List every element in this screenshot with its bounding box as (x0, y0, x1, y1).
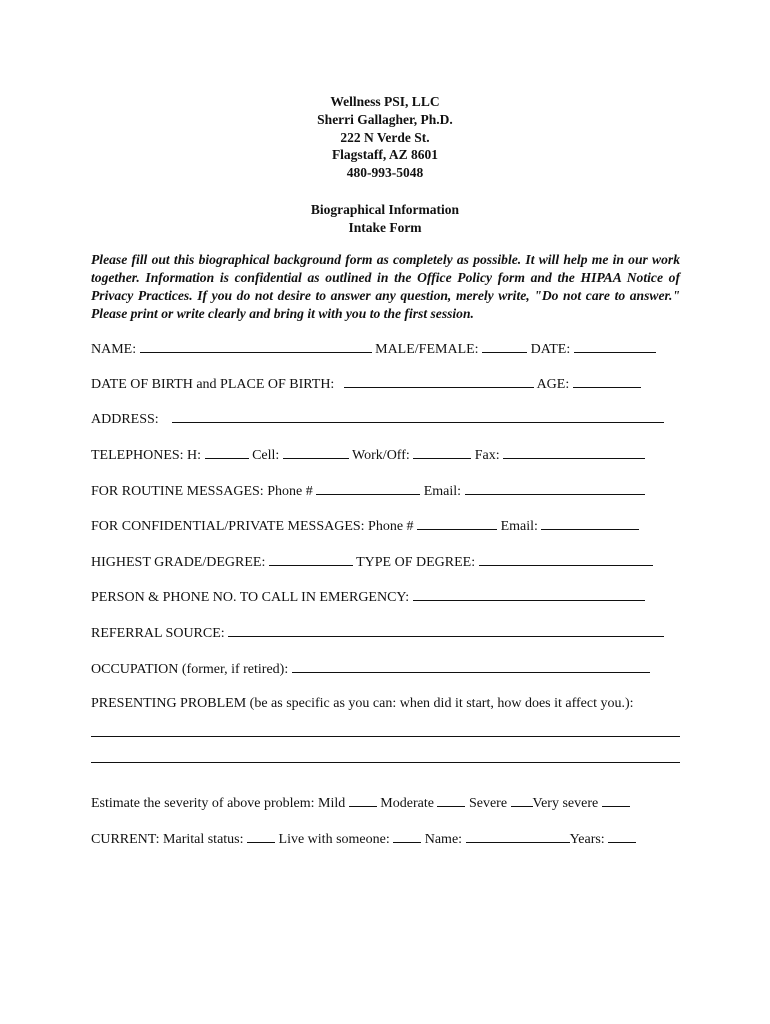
age-field[interactable] (573, 374, 641, 388)
routine-email-label: Email: (423, 484, 462, 499)
street-address: 222 N Verde St. (340, 129, 430, 145)
instructions-paragraph: Please fill out this biographical background form as completely as possible. It will help me in our work together. Information is confidential as outlined in the Office Policy form and the HIPAA Notice of Privacy Practices. If you do not desire to answer any question, merely write, "Do not care to answer." Please print or write clearly and bring it with you to the first session. (91, 252, 680, 321)
emergency-field[interactable] (413, 587, 645, 601)
presenting-problem-line-2[interactable] (91, 762, 680, 763)
live-with-label: Live with someone: (278, 832, 390, 847)
grade-field[interactable] (269, 552, 353, 566)
severity-moderate-label: Moderate (380, 796, 434, 811)
home-phone-label: TELEPHONES: H: (91, 448, 202, 463)
address-row (91, 409, 664, 429)
referral-field[interactable] (228, 623, 664, 637)
severity-severe-label: Severe (468, 796, 508, 811)
severity-mild-field[interactable] (349, 793, 377, 807)
name-field[interactable] (140, 339, 372, 353)
date-label: DATE: (530, 342, 571, 357)
presenting-problem-line-1[interactable] (91, 736, 680, 737)
fax-label: Fax: (474, 448, 500, 463)
occupation-field[interactable] (292, 659, 650, 673)
severity-row (91, 793, 630, 813)
routine-email-field[interactable] (465, 481, 645, 495)
confidential-messages-row (91, 516, 639, 536)
dob-place-label: DATE OF BIRTH and PLACE OF BIRTH: (91, 377, 335, 392)
telephones-row (91, 445, 645, 465)
name-label: NAME: (91, 342, 137, 357)
severity-very-severe-label: Very severe (532, 796, 599, 811)
work-phone-field[interactable] (413, 445, 471, 459)
confidential-phone-label: FOR CONFIDENTIAL/PRIVATE MESSAGES: Phone # (91, 519, 414, 534)
name-row (91, 339, 656, 359)
occupation-label: OCCUPATION (former, if retired): (91, 662, 289, 677)
years-field[interactable] (608, 829, 636, 843)
degree-type-field[interactable] (479, 552, 653, 566)
practice-name: Wellness PSI, LLC (330, 94, 440, 109)
partner-name-label: Name: (424, 832, 463, 847)
severity-mild-label: Estimate the severity of above problem: Mild (91, 796, 346, 811)
city-state-zip: Flagstaff, AZ 8601 (331, 147, 439, 163)
referral-label: REFERRAL SOURCE: (91, 626, 225, 641)
marital-status-field[interactable] (247, 829, 275, 843)
routine-phone-label: FOR ROUTINE MESSAGES: Phone # (91, 484, 313, 499)
routine-phone-field[interactable] (316, 481, 420, 495)
routine-messages-row (91, 481, 645, 501)
severity-severe-field[interactable] (511, 793, 533, 807)
emergency-label: PERSON & PHONE NO. TO CALL IN EMERGENCY: (91, 590, 410, 605)
referral-row (91, 623, 664, 643)
grade-label: HIGHEST GRADE/DEGREE: (91, 555, 266, 570)
address-label: ADDRESS: (91, 412, 159, 427)
address-field[interactable] (172, 409, 664, 423)
letterhead (0, 93, 770, 182)
severity-very-severe-field[interactable] (602, 793, 630, 807)
date-field[interactable] (574, 339, 656, 353)
confidential-email-field[interactable] (541, 516, 639, 530)
live-with-field[interactable] (393, 829, 421, 843)
marital-row (91, 829, 636, 849)
age-label: AGE: (536, 377, 570, 392)
occupation-row (91, 659, 650, 679)
form-title-line-1: Biographical Information (310, 202, 460, 217)
years-label: Years: (569, 832, 605, 847)
confidential-phone-field[interactable] (417, 516, 497, 530)
education-row (91, 552, 653, 572)
clinician-name: Sherri Gallagher, Ph.D. (317, 111, 453, 127)
emergency-row (91, 587, 645, 607)
degree-type-label: TYPE OF DEGREE: (356, 555, 476, 570)
severity-moderate-field[interactable] (437, 793, 465, 807)
dob-row (91, 374, 641, 394)
cell-phone-field[interactable] (283, 445, 349, 459)
sex-field[interactable] (482, 339, 527, 353)
fax-field[interactable] (503, 445, 645, 459)
cell-label: Cell: (252, 448, 280, 463)
partner-name-field[interactable] (466, 829, 570, 843)
presenting-problem-label: PRESENTING PROBLEM (be as specific as you can: when did it start, how does it affect you.): (91, 696, 634, 711)
form-title (0, 201, 770, 237)
dob-place-field[interactable] (344, 374, 534, 388)
sex-label: MALE/FEMALE: (375, 342, 479, 357)
form-title-line-2: Intake Form (348, 219, 422, 235)
marital-status-label: CURRENT: Marital status: (91, 832, 244, 847)
confidential-email-label: Email: (500, 519, 538, 534)
work-label: Work/Off: (352, 448, 410, 463)
presenting-problem-row (91, 695, 634, 713)
home-phone-field[interactable] (205, 445, 249, 459)
practice-phone: 480-993-5048 (346, 165, 424, 181)
